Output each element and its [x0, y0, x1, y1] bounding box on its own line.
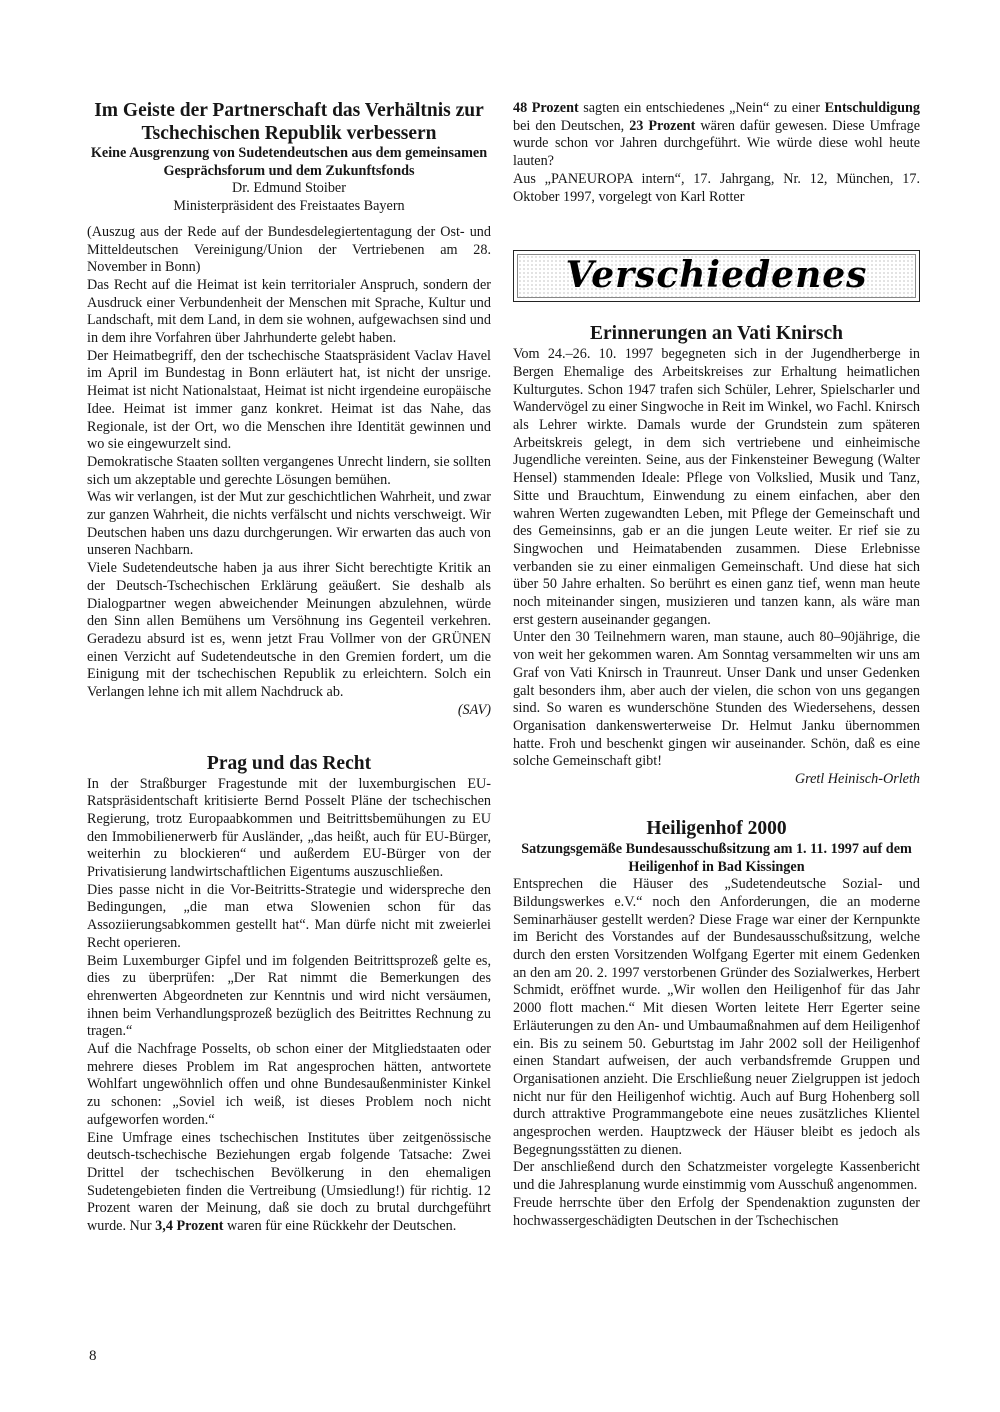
paragraph: [513, 100, 920, 171]
signature: (SAV): [457, 701, 491, 718]
right-column: [513, 100, 920, 1230]
banner-title: Verschiedenes: [565, 254, 868, 297]
paragraph: Entsprechen die Häuser des „Sudetendeutsche Sozial- und Bildungswerkes e.V.“ noch den Anforderungen, die an moderne Seminarhäuser gestellt werden? Diese Frage war einer der Kernpunkte im Bericht des Vorstandes auf der Bundesausschußsitzung, welche durch den ersten Vorsitzenden Wolfgang Egerter mit einem Gedenken an den am 20. 2. 1997 verstorbenen Gründer des Sozialwerkes, Herbert Schmidt, eröffnet wurde. „Wir wollen den Heiligenhof für das Jahr 2000 flott machen.“ Mit diesen Worten leitete Herr Egerter seine Erläuterungen zu den An- und Umbaumaßnahmen auf dem Heiligenhof ein. Bis zu seinem 50. Geburtstag im Jahr 2002 soll der Heiligenhof einen Standart aufweisen, der auch verbandsfremde Gruppen und Organisationen anzieht. Die Erschließung neuer Zielgruppen ist jedoch nicht nur für den Heiligenhof wichtig. Auch auf Burg Hohenberg soll durch attraktive Programmangebote eine neues zusätzliches Klientel angesprochen werden. Hauptzweck der Häuser bleibt es jedoch als Begegnungsstätten zu dienen.: [513, 876, 920, 1158]
bold-text: 48 Prozent: [513, 100, 579, 116]
article-title: Im Geiste der Partnerschaft das Verhältnis zur Tschechischen Republik verbessern: [94, 100, 484, 144]
page-number: 8: [89, 1348, 97, 1364]
paragraph: Vom 24.–26. 10. 1997 begegneten sich in der Jugendherberge in Bergen Ehemalige des Arbeitskreises zur Erhaltung heimatlichen Kulturgutes. Schon 1947 trafen sich Schüler, Lehrer, Spielscharler und Wandervögel zu einer Singwoche in Reit im Winkel, wo Fachl. Knirsch als Lehrer wirkte. Damals wurde der Grundstein zum späteren Arbeitskreis gelegt, in dem sich vertriebene und einheimische Jugendliche vereinten. Seine, aus der Finkensteiner Bewegung (Walter Hensel) stammenden Ideale: Pflege von Volkslied, Musik und Tanz, Sitte und Brauchtum, Einwendung zu einem einfachen, aber den wahren Werten zugewandten Leben, mit Pflege der Gemeinschaft und des Gemeinsinns, gab er an die jungen Leute weiter. Er rief sie zu Singwochen und Heimatabenden zusammen. Diese Erlebnisse verbanden sie zu einer einmaligen Gemeinschaft. Und diese hat sich über 50 Jahre erhalten. So berührt es einen ganz tief, wenn man heute noch miteinander singen, musizieren und tanzen kann, als wäre man erst gestern auseinander gegangen.: [513, 346, 921, 628]
text-run: waren für eine Rückkehr der Deutschen.: [223, 1218, 457, 1235]
author-role: Ministerpräsident des Freistaates Bayern: [173, 198, 405, 215]
article-title: Erinnerungen an Vati Knirsch: [589, 323, 843, 345]
paragraph: Auf die Nachfrage Posselts, ob schon einer der Mitgliedstaaten oder mehrere dieses Problem im Rat angesprochen hätten, antwortete Wohlfart ungewöhnlich offen und ohne Bundesaußenminister Kinkel zu schonen: „Soviel ich weiß, ist dieses Problem noch nicht aufgeworfen worden.“: [87, 1041, 491, 1128]
article-subtitle: Satzungsgemäße Bundesausschußsitzung am 1. 11. 1997 auf dem Heiligenhof in Bad Kissingen: [521, 840, 912, 875]
paragraph: Unter den 30 Teilnehmern waren, man staune, auch 80–90jährige, die von weit her gekommen waren. Am Sonntag versammelten wir uns am Graf von Vati Knirsch in Traunreut. Unser Dank und unser Gedenken galt besonders ihm, aber auch der vielen, die schon von uns gegangen sind. So waren es wunderschöne Stunden des Wiedersehens, dessen Organisation dankenswerterweise Dr. Helmut Janku übernommen hatte. Froh und beschenkt gingen wir auseinander. Schön, daß es eine solche Gemeinschaft gibt!: [513, 629, 920, 770]
paragraph: Der Heimatbegriff, den der tschechische Staatspräsident Vaclav Havel im April im Bundestag in Bonn erläutert hat, ist nicht der unsrige. Heimat ist nicht Nationalstaat, Heimat ist nicht irgendeine europäische Idee. Heimat ist immer ganz konkret. Heimat ist das Nahe, das Regionale, ist der Ort, wo die Menschen ihre Identität gewinnen und wo sie eingewurzelt sind.: [87, 347, 491, 453]
section-banner: [513, 250, 920, 302]
source-note: Aus „PANEUROPA intern“, 17. Jahrgang, Nr. 12, München, 17. Oktober 1997, vorgelegt von Karl Rotter: [513, 170, 920, 205]
text-run: bei den Deutschen,: [513, 117, 630, 134]
paragraph: Was wir verlangen, ist der Mut zur geschichtlichen Wahrheit, und zwar zur ganzen Wahrheit, die nichts verfälscht und nichts verschweigt. Wir Deutschen haben uns dazu durchgerungen. Wir erwarten das auch von unseren Nachbarn.: [87, 489, 491, 559]
article-prag: [87, 752, 491, 1236]
text-run: sagten ein entschiedenes „Nein“ zu einer: [578, 100, 825, 116]
article-title: Heiligenhof 2000: [646, 817, 787, 839]
paragraph: Freude herrschte über den Erfolg der Spendenaktion zugunsten der hochwassergeschädigten Deutschen in der Tschechischen: [513, 1194, 920, 1229]
signature: Gretl Heinisch-Orleth: [794, 771, 920, 788]
text-run: Eine Umfrage eines tschechischen Institutes über zeitgenössische deutsch-tschechische Beziehungen ergab folgende Tatsache: Zwei Drittel der tschechischen Bevölkerung in den ehemaligen Sudetengebieten finden die Vertreibung (Umsiedlung!) für richtig. 12 Prozent waren der Meinung, daß sie doch zu brutal durchgeführt wurde. Nur: [87, 1129, 491, 1235]
paragraph: Dies passe nicht in die Vor-Beitritts-Strategie und widerspreche den Bedingungen, „die man etwa Slowenien schon für das Assoziierungsabkommen gestellt hat“. Man dürfe nicht mit zweierlei Recht operieren.: [87, 881, 491, 951]
author-name: Dr. Edmund Stoiber: [232, 180, 346, 197]
paragraph: [87, 1130, 491, 1236]
left-column: [87, 100, 491, 1236]
paragraph: Viele Sudetendeutsche haben ja aus ihrer Sicht berechtigte Kritik an der Deutsch-Tschechischen Erklärung geäußert. Sie deshalb als Dialogpartner wegen abweichender Meinungen abzulehnen, würde den Sinn allen Bemühens um Versöhnung ins Gegenteil verkehren. Geradezu absurd ist es, wenn jetzt Frau Vollmer von der GRÜNEN einen Verzicht auf Sudetendeutsche in den Gremien fordert, um die Einigung mit der tschechischen Republik zu erleichtern. Solch ein Verlangen lehne ich mit allem Nachdruck ab.: [87, 560, 491, 701]
paragraph: Der anschließend durch den Schatzmeister vorgelegte Kassenbericht und die Jahresplanung wurde einstimmig vom Ausschuß angenommen.: [513, 1159, 920, 1194]
paragraph: Beim Luxemburger Gipfel und im folgenden Beitrittsprozeß gelte es, dies zu überprüfen: „Der Rat nimmt die Bemerkungen des ehrenwerten Abgeordneten zur Kenntnis und wird nicht versäumen, ihnen beim Verhandlungsprozeß bezüglich des Beitrittes Rechnung zu tragen.“: [87, 952, 491, 1040]
paragraph: In der Straßburger Fragestunde mit der luxemburgischen EU-Ratspräsidentschaft kritisierte Bernd Posselt Pläne der tschechischen Regierung, trotz Europaabkommen und Beitrittsbemühungen zu EU den Immobilienerwerb für Ausländer, „das heißt, auch für EU-Bürger, weiterhin zu blockieren“ und außerdem EU-Bürger von der Privatisierung landwirtschaftlichen Eigentums auszuschließen.: [87, 775, 491, 881]
paragraph: (Auszug aus der Rede auf der Bundesdelegiertentagung der Ost- und Mitteldeutschen Vereinigung/Union der Vertriebenen am 28. November in Bonn): [87, 223, 491, 276]
paragraph: Demokratische Staaten sollten vergangenes Unrecht lindern, sie sollten sich um akzeptable und gerechte Lösungen bemühen.: [87, 453, 491, 488]
article-partnerschaft: [87, 100, 491, 720]
bold-text: 3,4 Prozent: [155, 1218, 224, 1235]
article-continued: [513, 100, 920, 206]
bold-text: 23 Prozent: [629, 117, 696, 134]
text-run: wären dafür gewesen. Diese Umfrage wurde schon vor Jahren durchgeführt. Wie würde diese wohl heute lauten?: [513, 117, 921, 170]
article-knirsch: [513, 322, 920, 789]
paragraph: Das Recht auf die Heimat ist kein territorialer Anspruch, sondern der Ausdruck einer Verbundenheit der Menschen mit Sprache, Kultur und Landschaft, mit dem Land, in dem sie wohnen, aufgewachsen sind und in dem ihre Vorfahren über Jahrhunderte gelebt haben.: [87, 276, 491, 347]
banner-pattern: [517, 254, 916, 298]
article-title: Prag und das Recht: [206, 752, 372, 774]
article-heiligenhof: [513, 817, 920, 1230]
article-subtitle: Keine Ausgrenzung von Sudetendeutschen aus dem gemeinsamen Gesprächsforum und dem Zukunftsfonds: [90, 145, 488, 179]
bold-text: Entschuldigung: [824, 100, 921, 116]
